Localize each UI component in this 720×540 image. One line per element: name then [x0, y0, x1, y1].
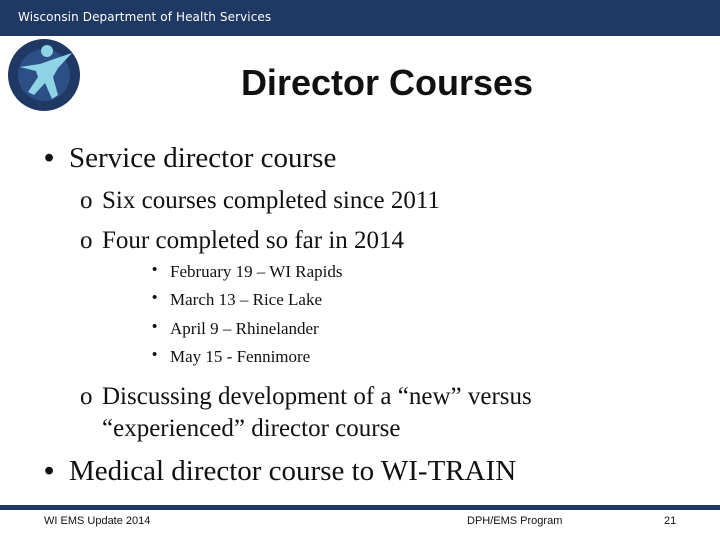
- bullet-text: Six courses completed since 2011: [102, 187, 440, 214]
- bullet-text: Medical director course to WI-TRAIN: [69, 455, 517, 487]
- footer-rule: [0, 505, 720, 510]
- bullet-marker: o: [80, 187, 93, 214]
- bullet-marker: •: [44, 455, 55, 487]
- bullet-marker: o: [80, 227, 93, 254]
- bullet-marker: •: [152, 261, 158, 278]
- bullet-marker: •: [152, 318, 158, 335]
- bullet-text: Service director course: [69, 142, 337, 174]
- bullet-text: Four completed so far in 2014: [102, 227, 405, 254]
- bullet-text: May 15 - Fennimore: [170, 347, 311, 366]
- bullet-marker: o: [80, 383, 93, 410]
- bullet-text: April 9 – Rhinelander: [170, 319, 319, 338]
- page-number: 21: [664, 515, 677, 527]
- bullet-text: March 13 – Rice Lake: [170, 290, 322, 309]
- organization-name: Wisconsin Department of Health Services: [18, 10, 272, 24]
- bullet-text: February 19 – WI Rapids: [170, 262, 343, 281]
- bullet-marker: •: [152, 289, 158, 306]
- footer-left: WI EMS Update 2014: [44, 515, 151, 527]
- bullet-marker: •: [44, 142, 55, 174]
- slide-title: Director Courses: [240, 62, 534, 103]
- header-band: [0, 0, 720, 36]
- footer-center: DPH/EMS Program: [467, 515, 563, 527]
- bullet-text-continued: “experienced” director course: [102, 415, 401, 442]
- bullet-text: Discussing development of a “new” versus: [102, 383, 532, 410]
- bullet-marker: •: [152, 346, 158, 363]
